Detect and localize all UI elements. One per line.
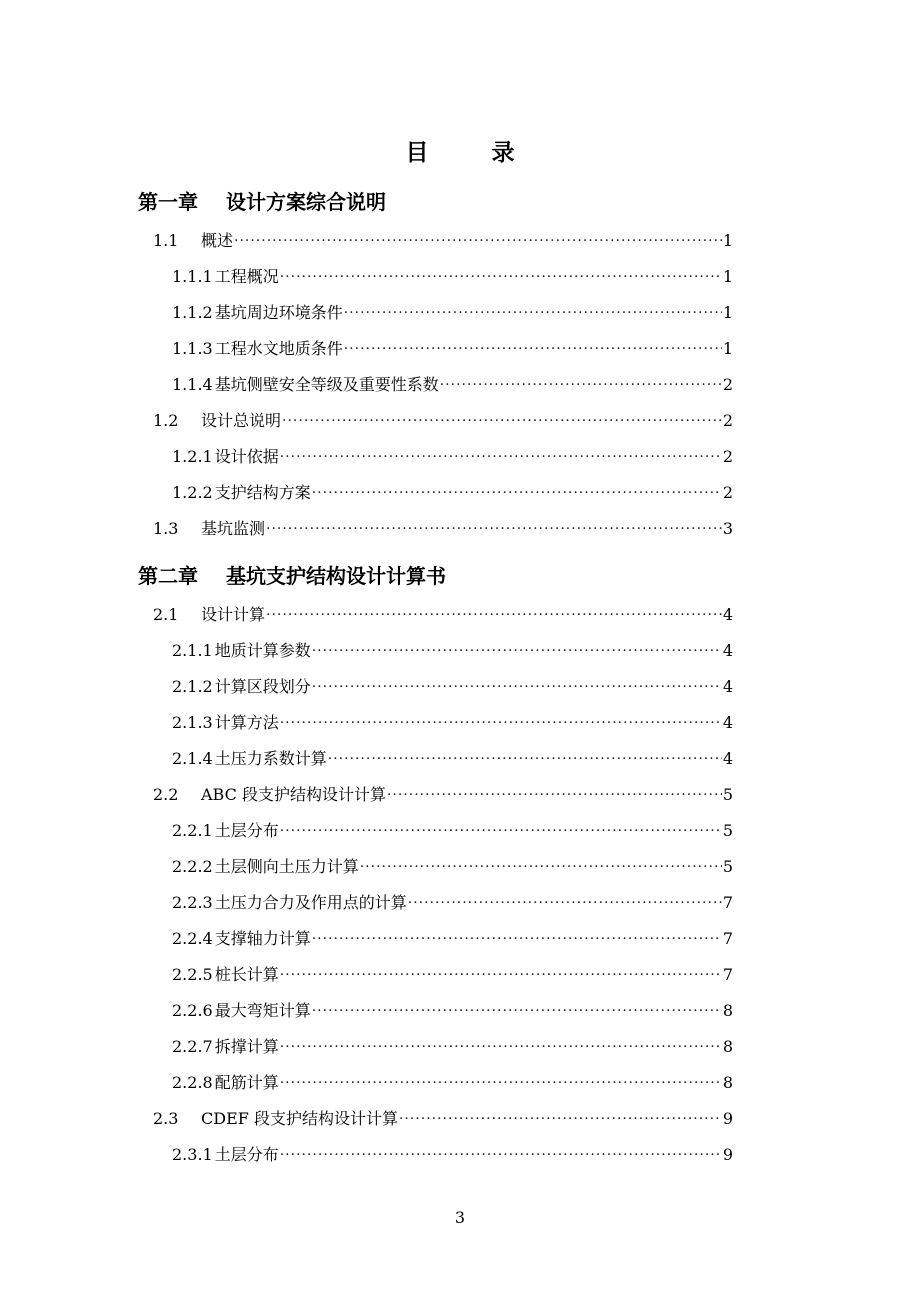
toc-entry-number: 1.2.2 <box>172 483 213 502</box>
toc-entry-number: 2.1 <box>153 605 179 624</box>
toc-entry-label: 基坑周边环境条件 <box>214 303 343 322</box>
toc-entry-page: 8 <box>722 1073 733 1092</box>
toc-entry[interactable] <box>172 1071 733 1095</box>
toc-entry-number: 1.1.4 <box>172 375 213 394</box>
toc-entry-number: 1.1.3 <box>172 339 213 358</box>
toc-entry-number: 2.1.2 <box>172 677 213 696</box>
toc-entry-number: 1.1.2 <box>172 303 213 322</box>
leader-dots <box>408 891 722 915</box>
toc-entry[interactable] <box>172 445 733 469</box>
toc-entry-number: 2.1.1 <box>172 641 213 660</box>
toc-entry-page: 8 <box>722 1037 733 1056</box>
toc-entry-label: 土层分布 <box>214 821 279 840</box>
toc-entry[interactable] <box>172 747 733 771</box>
leader-dots <box>344 337 722 361</box>
toc-entry-label: 设计依据 <box>214 447 279 466</box>
leader-dots <box>266 603 722 627</box>
toc-entry[interactable] <box>172 337 733 361</box>
toc-entry-label: 设计计算 <box>201 605 266 624</box>
toc-entry-label: 基坑监测 <box>201 519 266 538</box>
toc-entry-number: 2.2.5 <box>172 965 213 984</box>
toc-entry-number: 1.2 <box>153 411 179 430</box>
toc-entry-label: 支护结构方案 <box>214 483 311 502</box>
toc-entry-label: 土压力合力及作用点的计算 <box>214 893 407 912</box>
toc-entry[interactable] <box>172 927 733 951</box>
toc-entry-page: 2 <box>722 411 733 430</box>
toc-entry-page: 2 <box>722 483 733 502</box>
leader-dots <box>280 963 722 987</box>
leader-dots <box>234 229 722 253</box>
toc-entry[interactable] <box>153 783 733 807</box>
toc-entry[interactable] <box>172 819 733 843</box>
toc-entry[interactable] <box>172 891 733 915</box>
toc-entry-label: 概述 <box>201 231 234 250</box>
toc-entry[interactable] <box>172 1143 733 1167</box>
toc-entry[interactable] <box>153 409 733 433</box>
toc-entry[interactable] <box>172 963 733 987</box>
toc-entry-number: 2.3 <box>153 1109 179 1128</box>
toc-entry-page: 1 <box>722 303 733 322</box>
toc-entry-label: 土层侧向土压力计算 <box>214 857 359 876</box>
toc-entry-label: 设计总说明 <box>201 411 282 430</box>
toc-entry-label: 桩长计算 <box>214 965 279 984</box>
toc-entry[interactable] <box>153 517 733 541</box>
toc-entry-page: 5 <box>722 821 733 840</box>
toc-entry[interactable] <box>153 229 733 253</box>
toc-entry[interactable] <box>172 711 733 735</box>
leader-dots <box>280 445 722 469</box>
leader-dots <box>328 747 722 771</box>
toc-entry[interactable] <box>172 999 733 1023</box>
chapter-number: 第一章 <box>138 190 198 214</box>
toc-entry-number: 1.3 <box>153 519 179 538</box>
leader-dots <box>280 265 722 289</box>
leader-dots <box>399 1107 722 1131</box>
toc-entry-label: 地质计算参数 <box>214 641 311 660</box>
toc-entry-number: 1.1 <box>153 231 179 250</box>
toc-entry[interactable] <box>172 675 733 699</box>
toc-entry-number: 2.1.3 <box>172 713 213 732</box>
toc-entry-number: 2.2.2 <box>172 857 213 876</box>
toc-entry-page: 7 <box>722 929 733 948</box>
chapter-number: 第二章 <box>138 564 198 588</box>
toc-entry-label: 土层分布 <box>214 1145 279 1164</box>
toc-entry-number: 2.2.6 <box>172 1001 213 1020</box>
leader-dots <box>312 481 722 505</box>
toc-entry-page: 2 <box>722 447 733 466</box>
toc-entry[interactable] <box>172 265 733 289</box>
toc-entry-number: 2.2.4 <box>172 929 213 948</box>
leader-dots <box>266 517 722 541</box>
toc-entry[interactable] <box>172 481 733 505</box>
toc-entry[interactable] <box>172 373 733 397</box>
leader-dots <box>312 639 722 663</box>
toc-entry-page: 1 <box>722 231 733 250</box>
toc-entry[interactable] <box>172 1035 733 1059</box>
leader-dots <box>344 301 722 325</box>
toc-entry-label: 工程概况 <box>214 267 279 286</box>
toc-entry-number: 2.2.3 <box>172 893 213 912</box>
leader-dots <box>282 409 722 433</box>
toc-entry-label: 支撑轴力计算 <box>214 929 311 948</box>
page-number: 3 <box>454 1208 466 1227</box>
toc-entry-page: 3 <box>722 519 733 538</box>
leader-dots <box>280 1035 722 1059</box>
leader-dots <box>387 783 722 807</box>
toc-entry-number: 2.2.1 <box>172 821 213 840</box>
toc-entry-page: 5 <box>722 857 733 876</box>
toc-entry-page: 4 <box>722 605 733 624</box>
toc-entry-page: 4 <box>722 677 733 696</box>
leader-dots <box>280 711 722 735</box>
toc-entry[interactable] <box>172 639 733 663</box>
toc-title: 目 录 <box>405 140 535 166</box>
toc-entry-number: 2.2 <box>153 785 179 804</box>
toc-entry-page: 8 <box>722 1001 733 1020</box>
toc-entry[interactable] <box>172 855 733 879</box>
toc-entry-page: 4 <box>722 641 733 660</box>
toc-entry[interactable] <box>153 603 733 627</box>
toc-entry-page: 9 <box>722 1109 733 1128</box>
toc-entry-label: 计算方法 <box>214 713 279 732</box>
toc-entry-page: 7 <box>722 893 733 912</box>
toc-entry-number: 1.2.1 <box>172 447 213 466</box>
toc-entry[interactable] <box>172 301 733 325</box>
leader-dots <box>360 855 722 879</box>
leader-dots <box>312 927 722 951</box>
chapter-heading <box>138 186 386 215</box>
leader-dots <box>312 675 722 699</box>
toc-entry-page: 1 <box>722 339 733 358</box>
toc-entry-label: 配筋计算 <box>214 1073 279 1092</box>
toc-entry-number: 1.1.1 <box>172 267 213 286</box>
chapter-title: 设计方案综合说明 <box>226 190 386 214</box>
leader-dots <box>280 819 722 843</box>
toc-entry-number: 2.2.8 <box>172 1073 213 1092</box>
chapter-title: 基坑支护结构设计计算书 <box>226 564 446 588</box>
leader-dots <box>440 373 722 397</box>
toc-entry-page: 2 <box>722 375 733 394</box>
toc-entry-label: 计算区段划分 <box>214 677 311 696</box>
leader-dots <box>280 1143 722 1167</box>
toc-entry-label: 拆撑计算 <box>214 1037 279 1056</box>
toc-entry[interactable] <box>153 1107 733 1131</box>
toc-entry-number: 2.3.1 <box>172 1145 213 1164</box>
toc-entry-number: 2.1.4 <box>172 749 213 768</box>
leader-dots <box>280 1071 722 1095</box>
toc-entry-page: 4 <box>722 713 733 732</box>
toc-entry-number: 2.2.7 <box>172 1037 213 1056</box>
leader-dots <box>312 999 722 1023</box>
toc-entry-label: 工程水文地质条件 <box>214 339 343 358</box>
toc-entry-label: CDEF 段支护结构设计计算 <box>201 1109 398 1128</box>
chapter-heading <box>138 560 446 589</box>
toc-entry-page: 4 <box>722 749 733 768</box>
toc-entry-page: 7 <box>722 965 733 984</box>
toc-entry-page: 5 <box>722 785 733 804</box>
toc-entry-page: 9 <box>722 1145 733 1164</box>
toc-entry-label: 最大弯矩计算 <box>214 1001 311 1020</box>
toc-entry-page: 1 <box>722 267 733 286</box>
toc-entry-label: 土压力系数计算 <box>214 749 327 768</box>
toc-entry-label: ABC 段支护结构设计计算 <box>201 785 386 804</box>
toc-entry-label: 基坑侧壁安全等级及重要性系数 <box>214 375 439 394</box>
